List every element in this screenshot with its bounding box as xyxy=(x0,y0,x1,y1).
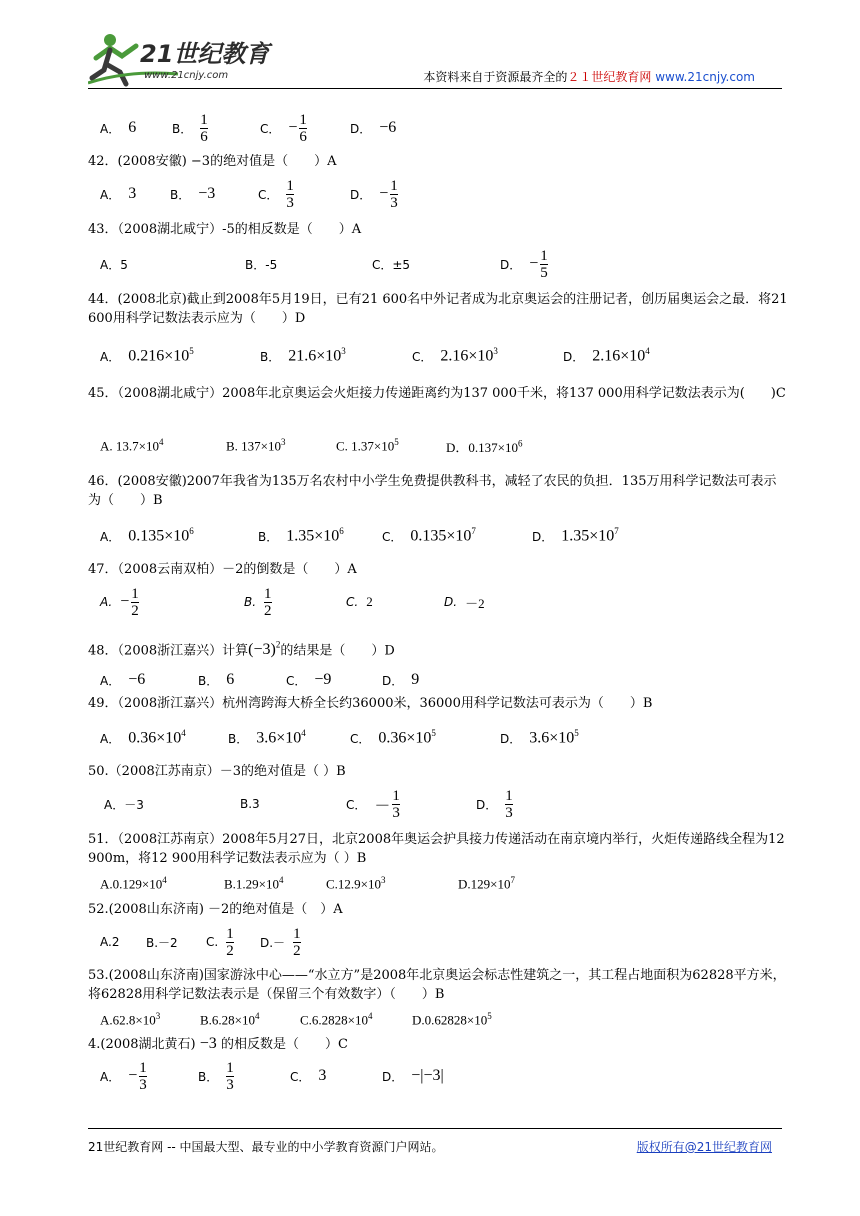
question-50: 50.（2008江苏南京）－3的绝对值是（ ）B xyxy=(88,764,346,779)
question-52: 52.(2008山东济南) －2的绝对值是（ ）A xyxy=(88,902,343,917)
question-45: 45．（2008湖北咸宁）2008年北京奥运会火炬接力传递距离约为137 000千米，将137 000用科学记数法表示为( )C xyxy=(88,386,786,401)
svg-text:www.21cnjy.com: www.21cnjy.com xyxy=(144,70,229,81)
site-logo xyxy=(88,28,288,88)
question-48: 48．（2008浙江嘉兴）计算$(-3)^2$的结果是（ ）D xyxy=(88,640,395,659)
question-53: 53.(2008山东济南)国家游泳中心——“水立方”是2008年北京奥运会标志性建筑之一，其工程占地面积为62828平方米，将62828用科学记数法表示是（保留三个有效数字）（ ）B xyxy=(88,968,786,1002)
footer-copyright-link[interactable]: 版权所有@21世纪教育网 xyxy=(636,1140,772,1154)
question-44: 44．(2008北京)截止到2008年5月19日，已有21 600名中外记者成为北京奥运会的注册记者，创历届奥运会之最．将21 600用科学记数法表示应为（ ）D xyxy=(88,292,788,326)
footer-rule xyxy=(88,1128,782,1129)
question-43: 43．（2008湖北咸宁）-5的相反数是（ ）A xyxy=(88,222,362,237)
svg-text:21世纪教育: 21世纪教育 xyxy=(140,40,270,68)
source-url-link[interactable]: www.21cnjy.com xyxy=(655,70,755,84)
question-47: 47．（2008云南双柏）－2的倒数是（ ）A xyxy=(88,562,357,577)
source-site: ２１世纪教育网 xyxy=(567,70,652,84)
header-rule xyxy=(88,88,782,89)
question-51: 51．（2008江苏南京）2008年5月27日，北京2008年奥运会护具接力传递活动在南京境内举行，火炬传递路线全程为12 900m，将12 900用科学记数法表示应为（ ）B xyxy=(88,832,785,866)
footer-slogan: 21世纪教育网 -- 中国最大型、最专业的中小学教育资源门户网站。 xyxy=(88,1140,444,1154)
question-42: 42．(2008安徽) −3的绝对值是（ ）A xyxy=(88,154,337,169)
question-49: 49．（2008浙江嘉兴）杭州湾跨海大桥全长约36000米，36000用科学记数法可表示为（ ）B xyxy=(88,696,653,711)
question-46: 46．(2008安徽)2007年我省为135万名农村中小学生免费提供教科书，减轻了农民的负担．135万用科学记数法可表示为（ ）B xyxy=(88,474,777,508)
document-page: 21世纪教育 www.21cnjy.com 本资料来自于资源最齐全的２１世纪教育网 www.21cnjy.com A． 6 B． $\frac{1}{6}$ C． − $\frac{1}{6}$ D． −6 42．(2008安徽) −3的绝对值是（ ）A A． 3 B． −3 C． $\frac{1}{3}$ D． − $\frac{1}{3}$ 43．（2008湖北咸宁）-5的相反数是（ ）A A．5 B．-5 C．±5 D． − $\frac{1}{5}$ 44．(2008北京)截止到2008年5月19日，已有21 600名中外记者成为北京奥运会的注册记者，创历届奥运会之最．将21 600用科学记数法表示应为（ ）D A． $0.216\times 10^5$ B． $21.6\times 10^3$ C． $2.16\times 10^3$ D． $2.16\times 10^4$ 45．（2008湖北咸宁）2008年北京奥运会火炬接力传递距离约为137 000千米，将137 000用科学记数法表示为( )C A. $13.7\times 10^4$ B. $137\times 10^3$ C. $1.37\times 10^5$ D．$0.137\times 10^6$ 46．(2008安徽)2007年我省为135万名农村中小学生免费提供教科书，减轻了农民的负担．135万用科学记数法可表示为（ ）B A． $0.135\times 10^6$ B． $1.35\times 10^6$ C． $0.135\times 10^7$ D． $1.35\times 10^7$ 47．（2008云南双柏）－2的倒数是（ ）A A. − $\frac{1}{2}$ B. $\frac{1}{2}$ C. 2 D. －2 48．（2008浙江嘉兴）计算$(-3)^2$的结果是（ ）D A． −6 B． 6 C． −9 D． 9 49．（2008浙江嘉兴）杭州湾跨海大桥全长约36000米，36000用科学记数法可表示为（ ）B A． $0.36\times 10^4$ B． $3.6\times 10^4$ C． $0.36\times 10^5$ D． $3.6\times 10^5$ 50.（2008江苏南京）－3的绝对值是（ ）B A．－3 B.3 C． － $\frac{1}{3}$ D． $\frac{1}{3}$ 51．（2008江苏南京）2008年5月27日，北京2008年奥运会护具接力传递活动在南京境内举行，火炬传递路线全程为12 900m，将12 900用科学记数法表示应为（ ）B $A.0.129\times 10^4$ $B.1.29\times 10^4$ $C.12.9\times 10^3$ $D.129\times 10^7$ 52.(2008山东济南) －2的绝对值是（ ）A A.2 B.－2 C. $\frac{1}{2}$ D.－ $\frac{1}{2}$ 53.(2008山东济南)国家游泳中心——“水立方”是2008年北京奥运会标志性建筑之一，其工程占地面积为62828平方米，将62828用科学记数法表示是（保留三个有效数字）（ ）B $A.62.8\times 10^3$ $B.6.28\times 10^4$ $C.6.2828\times 10^4$ $D.0.62828\times 10^5$ 4.(2008湖北黄石) −3 的相反数是（ ）C A． − $\frac{1}{3}$ B． $\frac{1}{3}$ C． 3 D． −|−3| 21世纪教育网 -- 中国最大型、最专业的中小学教育资源门户网站。 版权所有@21世纪教育网 xyxy=(0,0,860,1216)
header-source-line: 本资料来自于资源最齐全的２１世纪教育网 www.21cnjy.com xyxy=(423,70,755,84)
question-4: 4.(2008湖北黄石) −3 的相反数是（ ）C xyxy=(88,1035,348,1052)
